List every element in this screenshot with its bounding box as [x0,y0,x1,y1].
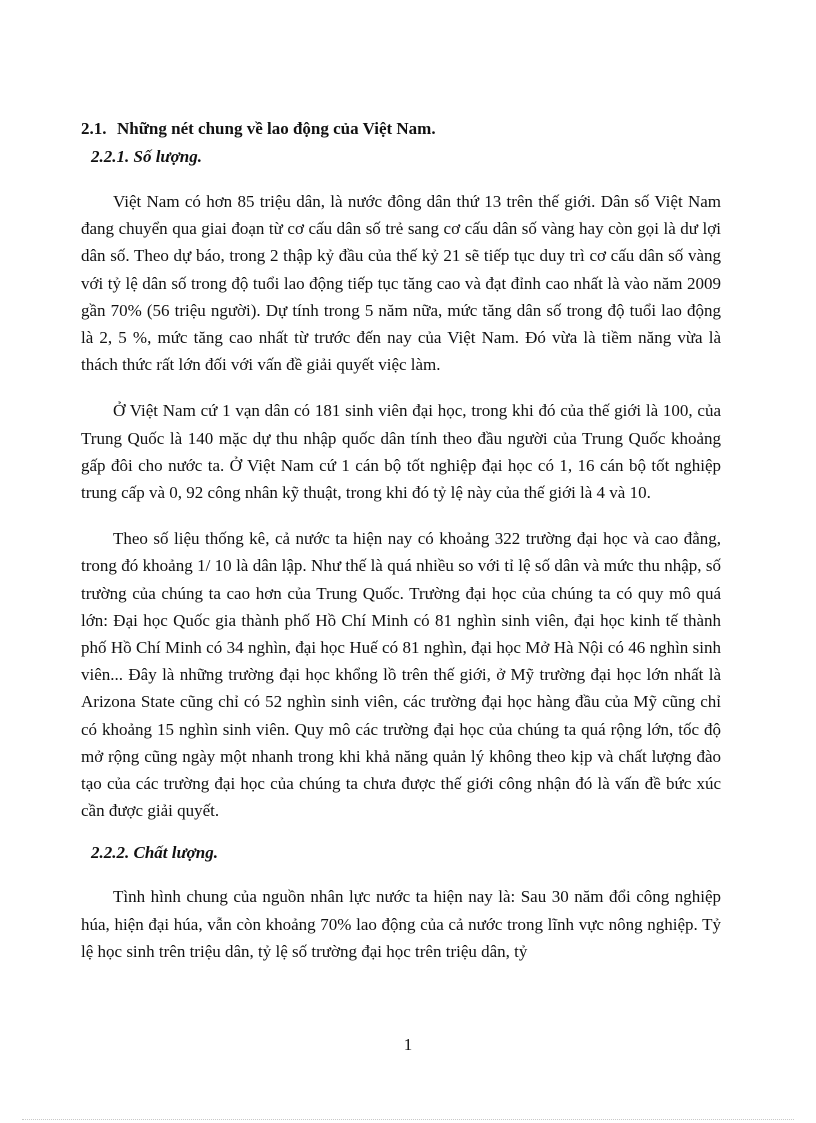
paragraph-students: Ở Việt Nam cứ 1 vạn dân có 181 sinh viên đại học, trong khi đó của thế giới là 100, của Trung Quốc là 140 mặc dự thu nhập quốc dân tính theo đầu người của Trung Quốc khoảng gấp đôi cho nước ta. Ở Việt Nam cứ 1 cán bộ tốt nghiệp đại học có 1, 16 cán bộ tốt nghiệp trung cấp và 0, 92 công nhân kỹ thuật, trong khi đó tỷ lệ này của thế giới là 4 và 10. [81,401,721,503]
section-heading [81,116,721,142]
section-title: Những nét chung về lao động của Việt Nam. [117,119,436,138]
paragraph-workforce: Tình hình chung của nguồn nhân lực nước ta hiện nay là: Sau 30 năm đổi công nghiệp húa, hiện đại húa, vẫn còn khoảng 70% lao động của cả nước trong lĩnh vực nông nghiệp. Tỷ lệ học sinh trên triệu dân, tỷ lệ số trường đại học trên triệu dân, tỷ [81,887,721,961]
paragraph-population: Việt Nam có hơn 85 triệu dân, là nước đông dân thứ 13 trên thế giới. Dân số Việt Nam đang chuyển qua giai đoạn từ cơ cấu dân số trẻ sang cơ cấu dân số vàng hay còn gọi là dư lợi dân số. Theo dự báo, trong 2 thập kỷ đầu của thế kỷ 21 sẽ tiếp tục duy trì cơ cấu dân số vàng với tỷ lệ dân số trong độ tuổi lao động tiếp tục tăng cao và đạt đỉnh cao nhất là vào năm 2009 gần 70% (56 triệu người). Dự tính trong 5 năm nữa, mức tăng dân số trong độ tuổi lao động là 2, 5 %, mức tăng cao nhất từ trước đến nay của Việt Nam. Đó vừa là tiềm năng vừa là thách thức rất lớn đối với vấn đề giải quyết việc làm. [81,192,721,375]
subsection-heading-quality: 2.2.2. Chất lượng. [91,843,219,863]
subsection-heading-quantity: 2.2.1. Số lượng. [91,147,202,166]
page-number: 1 [403,1035,413,1054]
section-number: 2.1. [81,119,107,138]
page-content [81,116,721,965]
footer-divider [22,1119,794,1120]
paragraph-universities: Theo số liệu thống kê, cả nước ta hiện nay có khoảng 322 trường đại học và cao đẳng, trong đó khoảng 1/ 10 là dân lập. Như thế là quá nhiều so với tỉ lệ số dân và mức thu nhập, số trường của chúng ta cao hơn của Trung Quốc. Trường đại học của chúng ta có quy mô quá lớn: Đại học Quốc gia thành phố Hồ Chí Minh có 81 nghìn sinh viên, đại học kinh tế thành phố Hồ Chí Minh có 34 nghìn, đại học Huế có 81 nghìn, đại học Mở Hà Nội có 46 nghìn sinh viên... Đây là những trường đại học khổng lồ trên thế giới, ở Mỹ trường đại học lớn nhất là Arizona State cũng chỉ có 52 nghìn sinh viên, các trường đại học hàng đầu của Mỹ cũng chỉ có khoảng 15 nghìn sinh viên. Quy mô các trường đại học của chúng ta quá rộng lớn, tốc độ mở rộng cũng ngày một nhanh trong khi khả năng quản lý không theo kịp và chất lượng đào tạo của các trường đại học của chúng ta chưa được thế giới công nhận đó là vấn đề bức xúc cần được giải quyết. [81,529,721,821]
